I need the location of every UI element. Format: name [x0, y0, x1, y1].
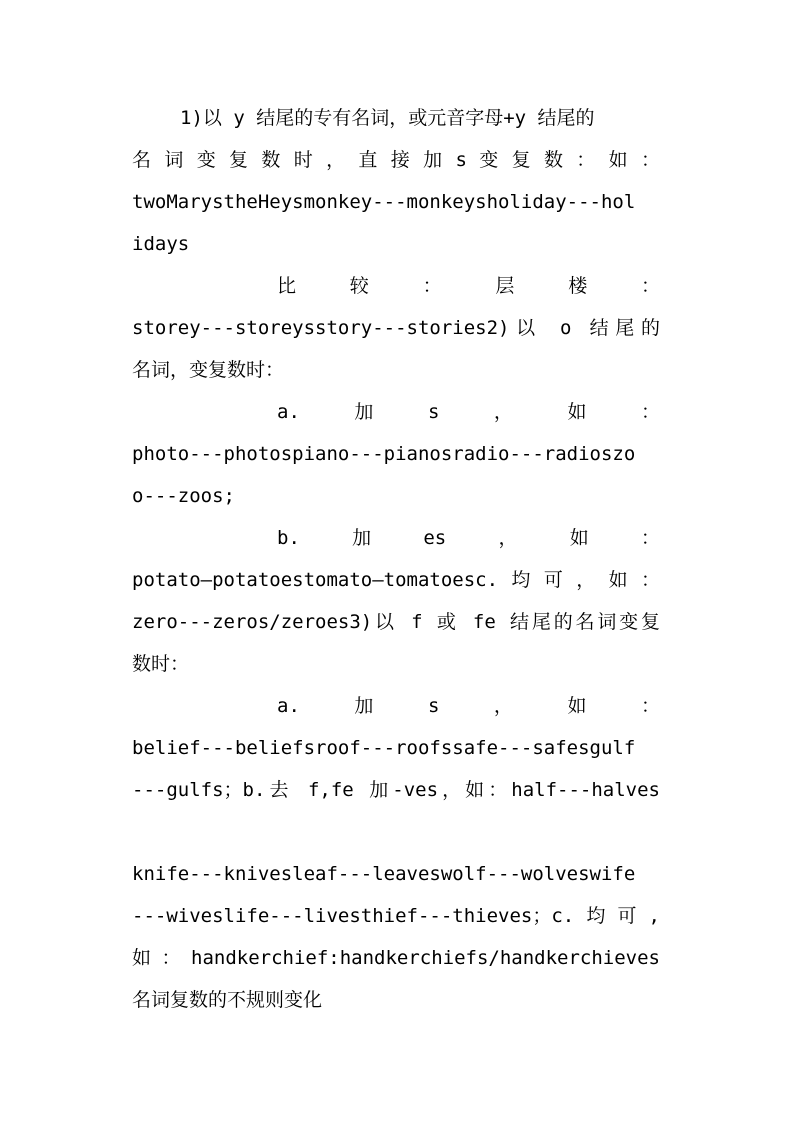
text-token: 加	[354, 695, 374, 717]
text-token: a.	[277, 401, 300, 423]
text-token: es	[423, 527, 447, 549]
text-line: ---gulfs；b.去 f,fe 加-ves，如：half---halves	[132, 779, 660, 801]
text-token: ：	[640, 527, 660, 549]
text-line: 1)以 y 结尾的专有名词，或元音字母+y 结尾的	[180, 107, 595, 129]
text-token: ：	[640, 275, 660, 297]
text-token: ，	[498, 527, 518, 549]
spaced-line	[277, 692, 660, 720]
text-line: 名词，变复数时：	[132, 359, 285, 381]
text-token: ，	[493, 401, 513, 423]
text-token: 如	[567, 401, 587, 423]
text-line: idays	[132, 233, 190, 255]
text-token: ：	[640, 401, 660, 423]
spaced-line	[277, 272, 660, 300]
text-token: 较	[349, 275, 369, 297]
text-token: ，	[493, 695, 513, 717]
text-line: storey---storeysstory---stories2)以 o 结尾的	[132, 317, 660, 339]
text-token: 如	[567, 695, 587, 717]
spaced-line	[277, 398, 660, 426]
text-token: 层	[495, 275, 515, 297]
text-token: b.	[277, 527, 300, 549]
text-token: 楼	[568, 275, 588, 297]
text-line: zero---zeros/zeroes3)以 f 或 fe 结尾的名词变复	[132, 611, 660, 633]
text-line: 如：handkerchief:handkerchiefs/handkerchieves	[132, 947, 660, 969]
text-token: 加	[354, 401, 374, 423]
text-line: belief---beliefsroof---roofssafe---safesgulf	[132, 737, 636, 759]
text-token: s	[427, 695, 440, 717]
text-line: potato—potatoestomato—tomatoesc.均可，如：	[132, 569, 660, 591]
text-token: 如	[569, 527, 589, 549]
text-line: o---zoos;	[132, 485, 235, 507]
text-line: twoMarystheHeysmonkey---monkeysholiday---hol	[132, 191, 636, 213]
text-line: 数时：	[132, 653, 190, 675]
text-line: ---wiveslife---livesthief---thieves；c.均可,	[132, 905, 660, 927]
text-line: 名词复数的不规则变化	[132, 989, 323, 1011]
text-token: s	[427, 401, 440, 423]
text-token: ：	[640, 695, 660, 717]
text-token: ：	[422, 275, 442, 297]
text-line: knife---knivesleaf---leaveswolf---wolveswife	[132, 863, 636, 885]
text-token: a.	[277, 695, 300, 717]
text-line: photo---photospiano---pianosradio---radioszo	[132, 443, 636, 465]
text-line: 名 词 变 复 数 时 ， 直 接 加 s 变 复 数 ： 如 ：	[132, 149, 660, 171]
text-token: 加	[352, 527, 372, 549]
spaced-line	[277, 524, 660, 552]
text-token: 比	[277, 275, 297, 297]
